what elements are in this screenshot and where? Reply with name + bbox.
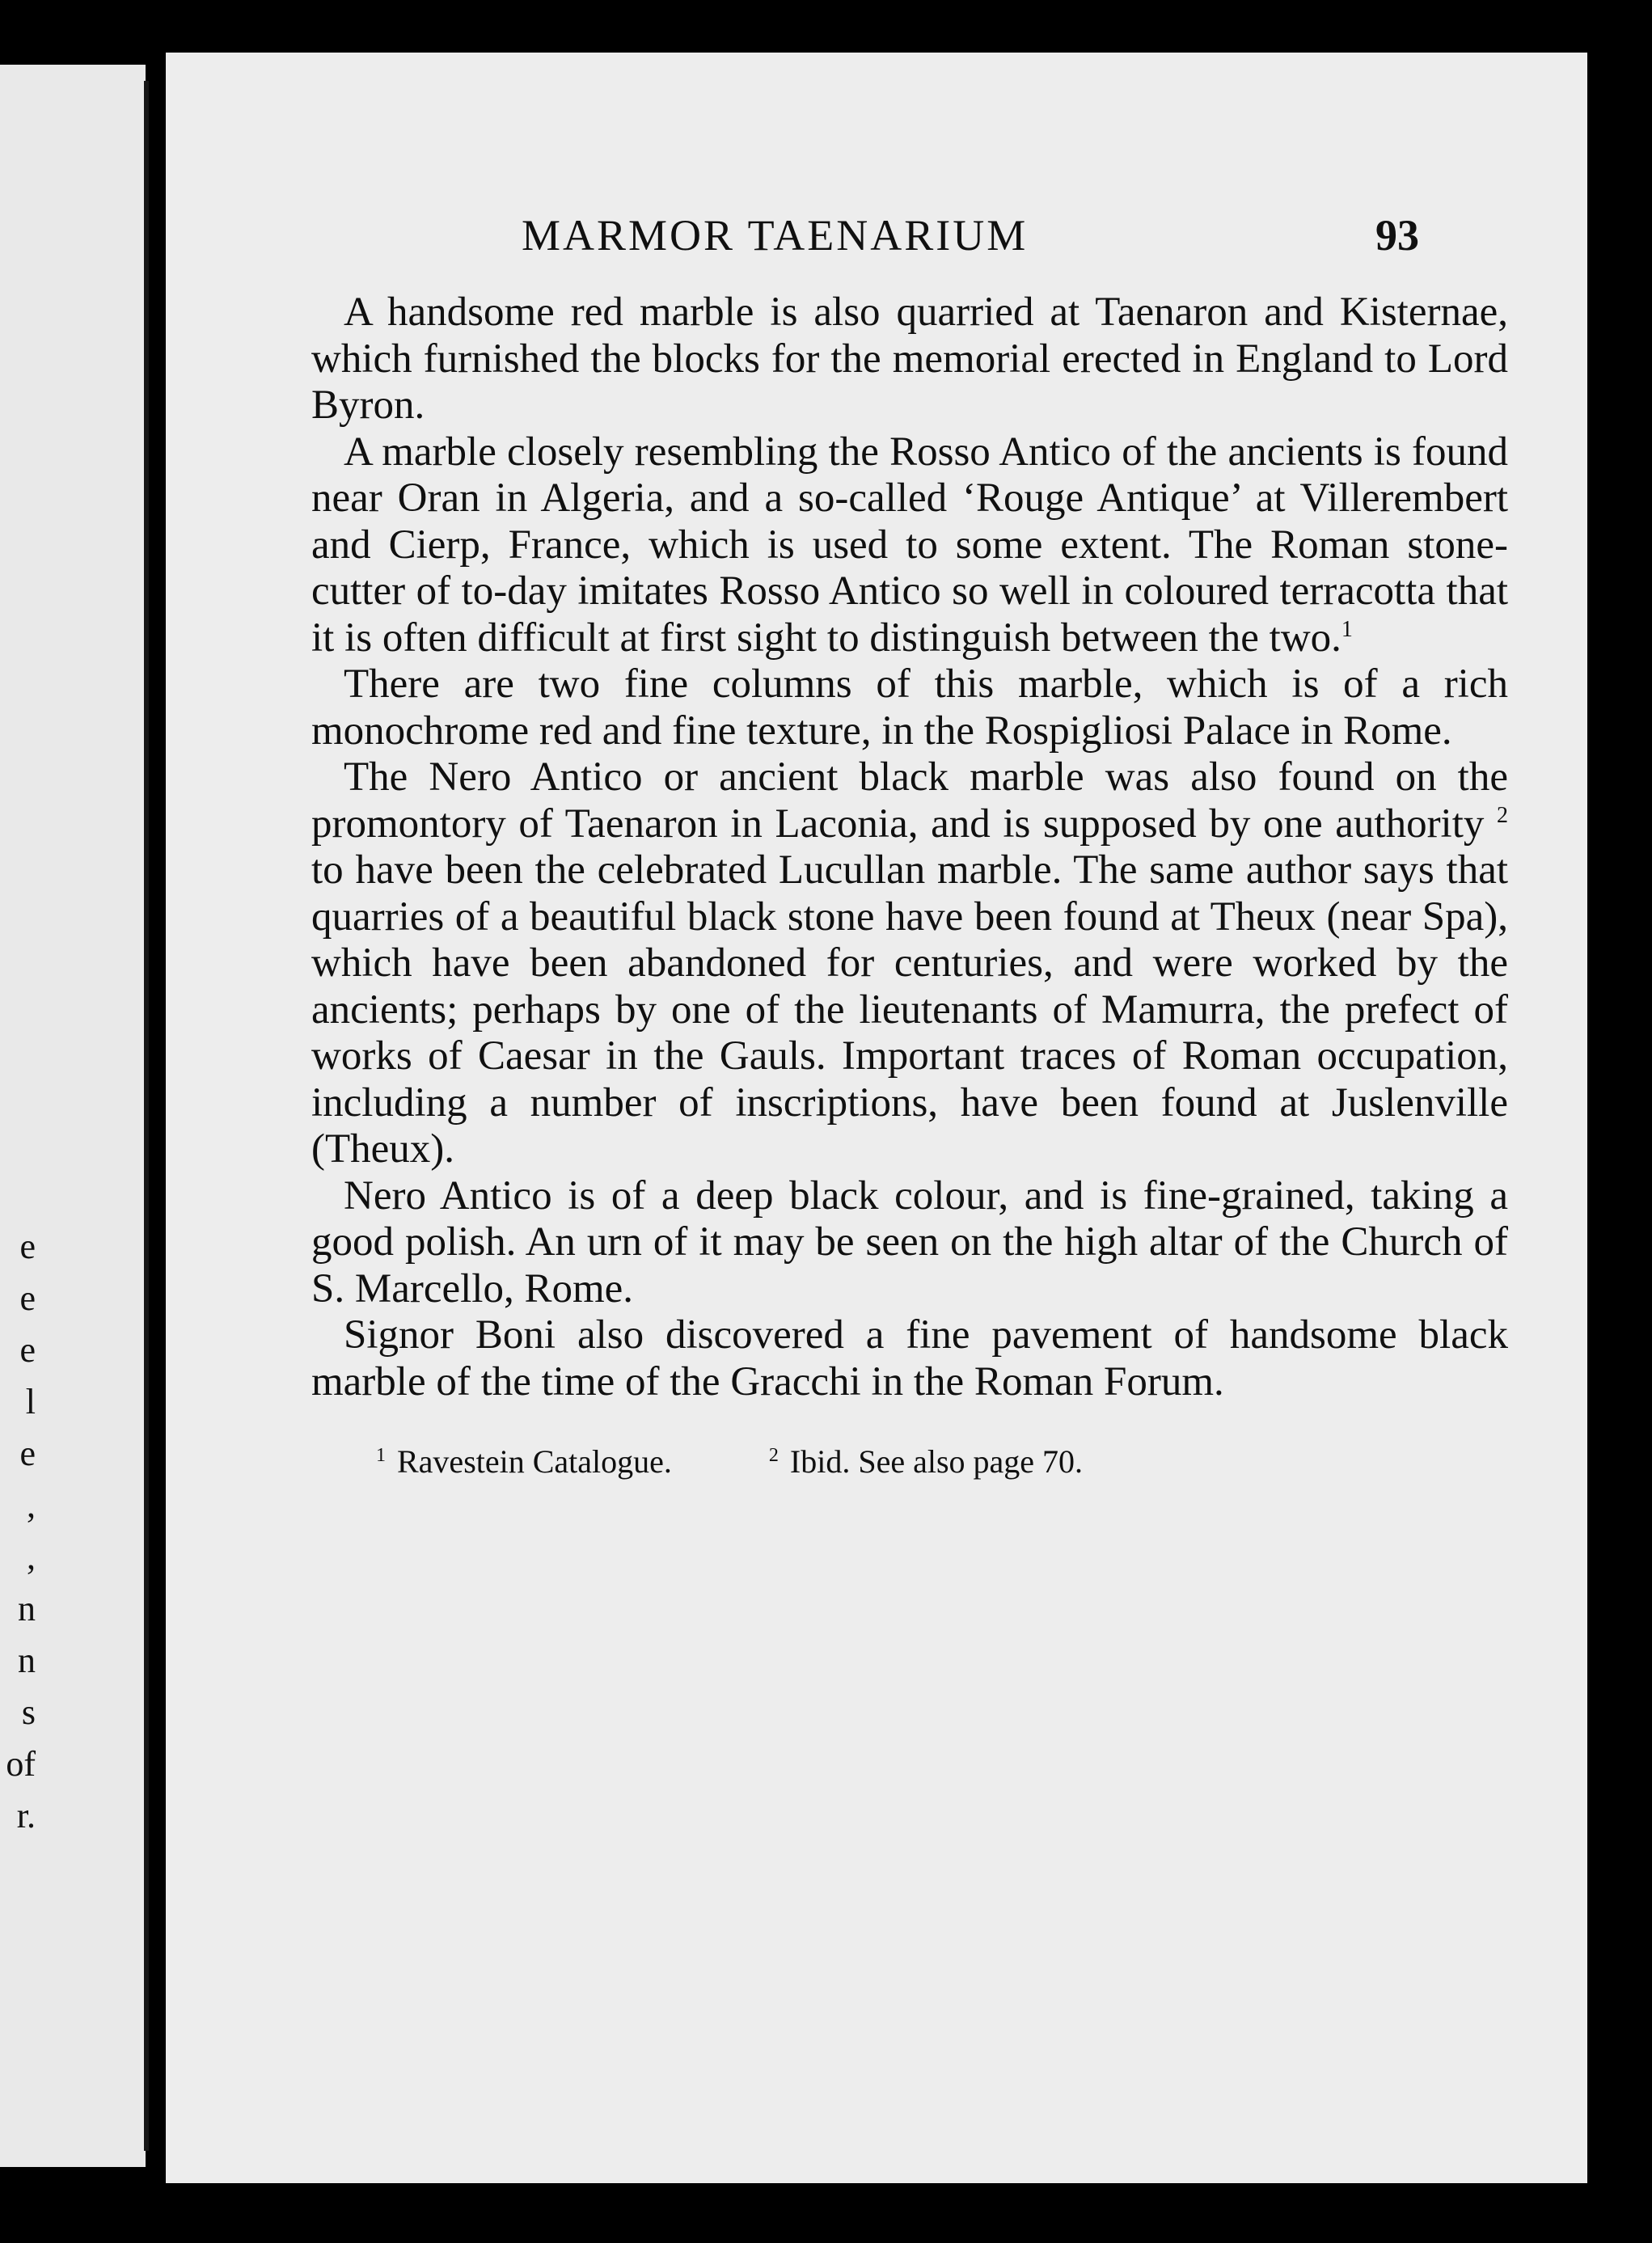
fragment-line: e <box>19 1434 36 1473</box>
fragment-line: e <box>19 1278 36 1318</box>
page-gutter-edge <box>144 81 149 2151</box>
fragment-line: of <box>6 1744 36 1784</box>
fragment-line: e <box>19 1227 36 1266</box>
fragment-line: , <box>27 1537 36 1577</box>
facing-page-fragments <box>3 1221 36 1842</box>
paragraph: Signor Boni also discovered a fine pavement of handsome black marble of the time of the Gracchi in the Roman Forum. <box>311 1312 1508 1405</box>
fragment-line: , <box>27 1485 36 1525</box>
paragraph: Nero Antico is of a deep black colour, and is fine-grained, taking a good polish. An urn of it may be seen on the high altar of the Church of S. Marcello, Rome. <box>311 1172 1508 1312</box>
footnote-mark: 1 <box>376 1444 386 1466</box>
paragraph: A marble closely resembling the Rosso Antico of the ancients is found near Oran in Algeria, and a so-called ‘Rouge Antique’ at Villerembert and Cierp, France, which is used to some extent. The Roman stone-cutter of to-day imitates Rosso Antico so well in coloured terracotta that it is often difficult at first sight to distinguish between the two.$^1$ <box>311 429 1508 661</box>
paragraph: The Nero Antico or ancient black marble was also found on the promontory of Taenaron in Laconia, and is supposed by one authority $^2$ to have been the celebrated Lucullan marble. The same author says that quarries of a beautiful black stone have been found at Theux (near Spa), which have been abandoned for centuries, and were worked by the ancients; perhaps by one of the lieutenants of Mamurra, the prefect of works of Caesar in the Gauls. Important traces of Roman occupation, including a number of inscriptions, have been found at Juslenville (Theux). <box>311 754 1509 1172</box>
paragraph: A handsome red marble is also quarried at Taenaron and Kisternae, which furnished the blocks for the memorial erected in England to Lord Byron. <box>311 289 1508 428</box>
paragraph: There are two fine columns of this marble, which is of a rich monochrome red and fine texture, in the Rospigliosi Palace in Rome. <box>311 661 1508 754</box>
footnote-ref: 1 <box>1341 616 1353 642</box>
book-page <box>166 53 1587 2183</box>
footnote <box>769 1443 1083 1481</box>
fragment-line: r. <box>16 1796 36 1835</box>
footnote-mark: 2 <box>768 1444 779 1466</box>
footnote-text: Ravestein Catalogue. <box>397 1443 672 1480</box>
footnote-ref: 2 <box>1497 802 1509 828</box>
running-title: MARMOR TAENARIUM <box>522 211 1029 260</box>
fragment-line: n <box>18 1641 36 1680</box>
fragment-line: e <box>19 1330 36 1370</box>
footnote <box>376 1443 672 1481</box>
footnote-text: Ibid. See also page 70. <box>789 1443 1084 1480</box>
fragment-line: s <box>21 1692 36 1732</box>
fragment-line: l <box>25 1382 36 1421</box>
page-number: 93 <box>1375 211 1419 260</box>
page-content <box>311 210 1508 1481</box>
page-header <box>311 210 1508 283</box>
body-text <box>311 289 1508 1405</box>
fragment-line: n <box>18 1589 36 1628</box>
facing-page <box>0 65 146 2167</box>
footnotes <box>311 1443 1508 1481</box>
